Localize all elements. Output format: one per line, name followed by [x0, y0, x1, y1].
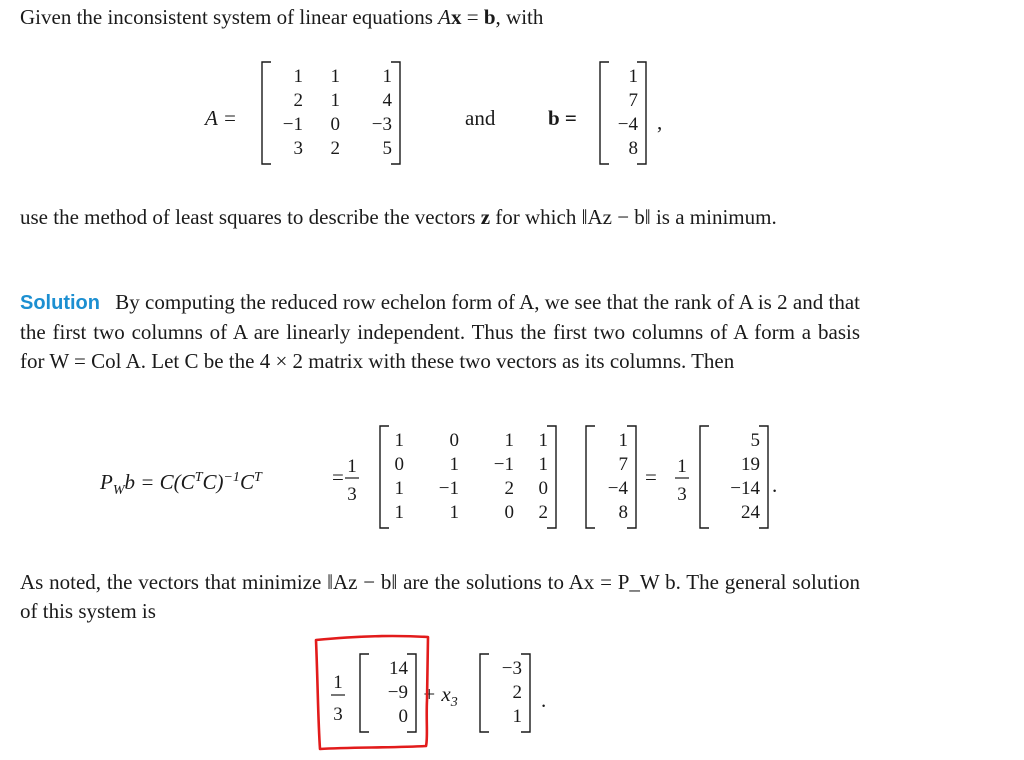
matP-cell: 1 — [538, 430, 548, 451]
general-vector — [360, 654, 416, 732]
matA-cell: 2 — [293, 90, 303, 111]
matA-cell: 4 — [382, 90, 392, 111]
matA-right-bracket — [391, 62, 400, 164]
matP-cell: 1 — [394, 478, 404, 499]
matP-cell: 2 — [504, 478, 514, 499]
matA-left-bracket — [262, 62, 271, 164]
question-z: z — [480, 205, 491, 229]
matA-cell: 5 — [382, 138, 392, 159]
matA-cell: 2 — [330, 138, 340, 159]
matP-cell: 0 — [394, 454, 404, 475]
vecB2-cell: 1 — [618, 430, 628, 451]
vecG-cell: 14 — [389, 658, 408, 679]
vecR-cell: 5 — [750, 430, 760, 451]
fraction-denominator-3: 3 — [333, 704, 343, 725]
matP-cell: 0 — [449, 430, 459, 451]
matA-cell: 3 — [293, 138, 303, 159]
vecG-cell: 0 — [398, 706, 408, 727]
projection-expression: $P_Wb = C(C^TC)^{-1}C^T$ — [100, 470, 262, 499]
result-equals: = — [645, 465, 657, 489]
vecR-left-bracket — [700, 426, 709, 528]
vecF-cell: 2 — [512, 682, 522, 703]
eq-A: A — [438, 5, 451, 29]
vecR-cell: −14 — [730, 478, 760, 499]
vecR-cell: 24 — [741, 502, 760, 523]
vecB-right-bracket — [637, 62, 646, 164]
vecB2-cell: 8 — [618, 502, 628, 523]
fraction-denominator: 3 — [347, 484, 357, 505]
and-word: and — [465, 106, 496, 130]
vecB2-cell: −4 — [607, 478, 628, 499]
vecR-right-bracket — [759, 426, 768, 528]
matP-cell: 1 — [449, 454, 459, 475]
vecF-right-bracket — [521, 654, 530, 732]
matP-cell: 1 — [449, 502, 459, 523]
matA-cell: −3 — [371, 114, 392, 135]
matA-cell: 1 — [330, 90, 340, 111]
fraction-denominator-2: 3 — [677, 484, 687, 505]
result-period: . — [772, 473, 778, 497]
matP-cell: 1 — [504, 430, 514, 451]
eq-x: x — [451, 5, 462, 29]
matA-cell: 0 — [330, 114, 340, 135]
question-start: use the method of least squares to describe the vectors — [20, 205, 476, 229]
solution-text: By computing the reduced row echelon form of A, we see that the rank of A is 2 and that the first two columns of A are linearly independent. Thus the first two columns of A form a basis for W = Col A. Let C be the 4 × 2 matrix with these two vectors as its columns. Then — [20, 290, 860, 373]
general-period: . — [541, 688, 547, 712]
fraction-numerator-2: 1 — [677, 456, 687, 477]
vecF-left-bracket — [480, 654, 489, 732]
vector-b — [600, 62, 646, 164]
vecB2-left-bracket — [586, 426, 595, 528]
free-vector — [480, 654, 530, 732]
A-label: A = — [205, 106, 237, 130]
matA-cell: −1 — [282, 114, 303, 135]
vecF-cell: −3 — [501, 658, 522, 679]
vecB-left-bracket — [600, 62, 609, 164]
matA-cell: 1 — [382, 66, 392, 87]
with-word: , with — [495, 5, 544, 29]
fraction-numerator: 1 — [347, 456, 357, 477]
matP-right-bracket — [547, 426, 556, 528]
matP-cell: 2 — [538, 502, 548, 523]
vecB-cell: −4 — [617, 114, 638, 135]
vecG-left-bracket — [360, 654, 369, 732]
matP-cell: 0 — [504, 502, 514, 523]
intro-text: Given the inconsistent system of linear equations — [20, 5, 433, 29]
solution-label: Solution — [20, 292, 100, 314]
projection-matrix — [380, 426, 556, 528]
matP-cell: −1 — [438, 478, 459, 499]
norm-expr: ‖Az − b‖ — [581, 205, 651, 229]
projection-equals: = — [332, 465, 344, 489]
b-label: b = — [548, 106, 577, 130]
noted-text: As noted, the vectors that minimize ‖Az − b‖ are the solutions to Ax = P_W b. The general solution of this system is — [20, 570, 860, 623]
matA-cell: 1 — [330, 66, 340, 87]
vecB2-right-bracket — [627, 426, 636, 528]
eq-b: b — [483, 5, 496, 29]
matP-cell: 0 — [538, 478, 548, 499]
vecB-cell: 8 — [628, 138, 638, 159]
matP-left-bracket — [380, 426, 389, 528]
vecG-cell: −9 — [387, 682, 408, 703]
matP-cell: 1 — [394, 502, 404, 523]
vecB-cell: 7 — [628, 90, 638, 111]
plus-x3: + $x_3$ — [422, 682, 458, 711]
vecB2-cell: 7 — [618, 454, 628, 475]
vecF-cell: 1 — [512, 706, 522, 727]
eq-equals: = — [461, 5, 484, 29]
comma: , — [657, 110, 663, 134]
vector-b-second — [586, 426, 636, 528]
vecG-right-bracket — [407, 654, 416, 732]
matP-cell: 1 — [538, 454, 548, 475]
result-vector — [700, 426, 768, 528]
matP-cell: −1 — [493, 454, 514, 475]
question-end: is a minimum. — [655, 205, 777, 229]
vecR-cell: 19 — [741, 454, 760, 475]
matP-cell: 1 — [394, 430, 404, 451]
vecB-cell: 1 — [628, 66, 638, 87]
matrix-A — [262, 62, 400, 164]
question-mid: for which — [495, 205, 577, 229]
matA-cell: 1 — [293, 66, 303, 87]
fraction-numerator-3: 1 — [333, 672, 343, 693]
